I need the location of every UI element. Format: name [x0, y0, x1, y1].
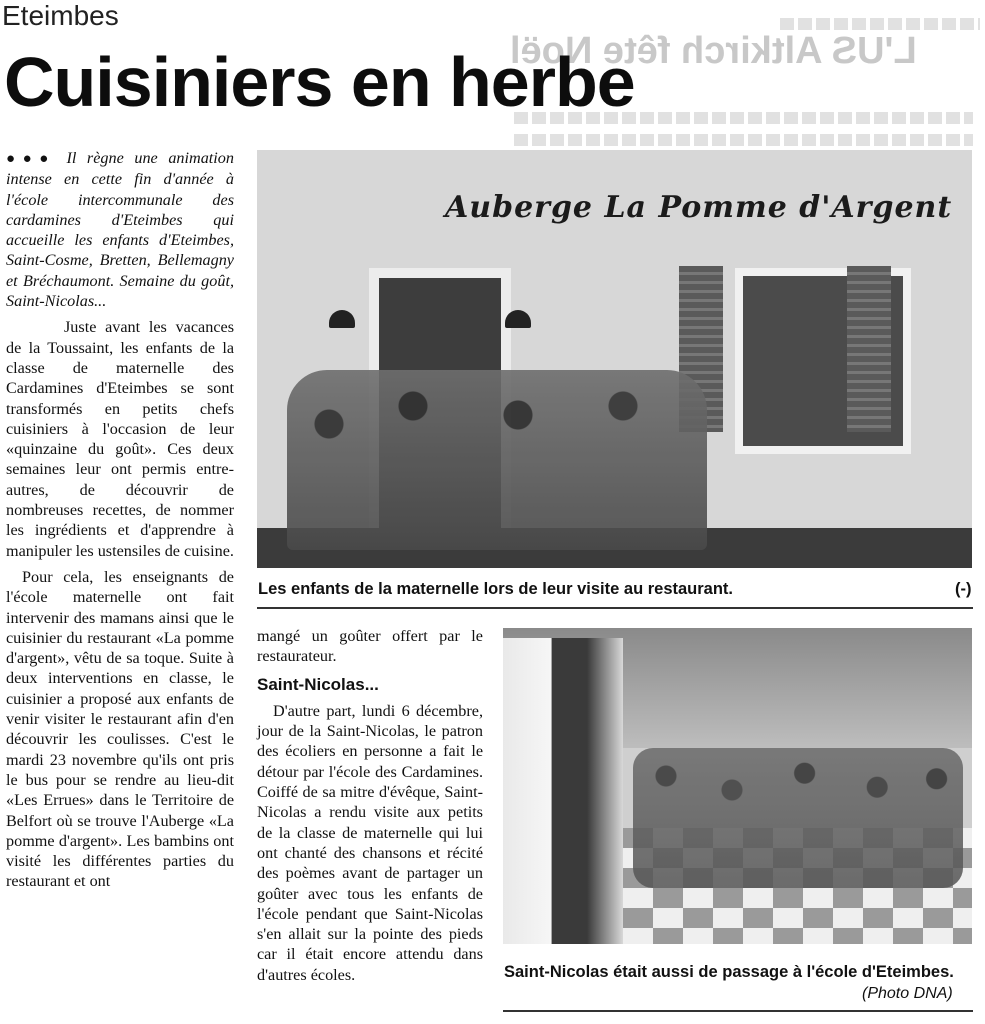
photo-caption-1: Les enfants de la maternelle lors de leur visite au restaurant.: [258, 580, 734, 598]
article-column-2: [257, 626, 483, 985]
body-paragraph-1: Juste avant les vacances de la Toussaint, les enfants de la classe de maternelle des Cardamines d'Eteimbes se sont transformés en petits chefs cuisiniers à l'occasion de leur «quinzaine du goût». Ces deux semaines leur ont permis entre-autres, de découvrir de nombreuses recettes, de nommer les ingrédients et d'apprendre à manipuler les ustensiles de cuisine.: [6, 318, 234, 560]
lead-paragraph: [6, 148, 234, 311]
body-paragraph-3: D'autre part, lundi 6 décembre, jour de la Saint-Nicolas, le patron des écoliers en personne a fait le détour par l'école des Cardamines. Coiffé de sa mitre d'évêque, Saint-Nicolas a rendu visite aux petits de la classe de maternelle qui lui ont chanté des chansons et récité des poèmes avant de partager un goûter avec tous les enfants de l'école pendant que Saint-Nicolas s'en allait sur la pointe des pieds car il était encore attendu dans d'autres écoles.: [257, 701, 483, 984]
seated-children: [633, 748, 963, 888]
photo-saint-nicolas: [503, 628, 972, 944]
bullet-dots-icon: ●●●: [6, 151, 56, 167]
caption-rule: [503, 1010, 973, 1012]
kicker: Eteimbes: [2, 0, 119, 31]
headline: Cuisiniers en herbe: [4, 43, 635, 121]
photo-credit-1: (-): [955, 580, 972, 598]
subheading: Saint-Nicolas...: [257, 674, 379, 694]
saint-nicolas-figure: [503, 638, 623, 944]
photo-caption-2: Saint-Nicolas était aussi de passage à l'école d'Eteimbes.: [504, 963, 954, 981]
bleed-through-headline: L'US Altkirch fête Noël: [510, 30, 917, 72]
caption-rule: [257, 607, 973, 609]
photo-restaurant-visit: [257, 150, 972, 568]
body-paragraph-2: Pour cela, les enseignants de l'école maternelle ont fait intervenir des mamans ainsi que le cuisinier du restaurant «La pomme d'argent», vêtu de sa toque. Suite à deux interventions en classe, le cuisinier a proposé aux enfants de venir visiter le restaurant afin d'en découvrir les coulisses. C'est le mardi 23 novembre qu'ils ont pris le bus pour se rendre au lieu-dit «Les Errues» dans le Territoire de Belfort où se trouve l'Auberge «La pomme d'argent». Les bambins ont visité les différentes parties du restaurant et ont: [6, 567, 234, 891]
article-column-1: [6, 148, 234, 892]
lead-text: Il règne une animation intense en cette fin d'année à l'école intercommunale des cardamines d'Eteimbes qui accueille les enfants d'Eteimbes, Saint-Cosme, Bretten, Bellemagny et Bréchaumont. Semaine du goût, Saint-Nicolas...: [6, 149, 234, 311]
group-of-children: [287, 370, 707, 550]
restaurant-sign: Auberge La Pomme d'Argent: [445, 190, 953, 225]
photo-credit-2: (Photo DNA): [862, 985, 953, 1002]
body-paragraph-2-continued: mangé un goûter offert par le restaurateur.: [257, 627, 483, 666]
